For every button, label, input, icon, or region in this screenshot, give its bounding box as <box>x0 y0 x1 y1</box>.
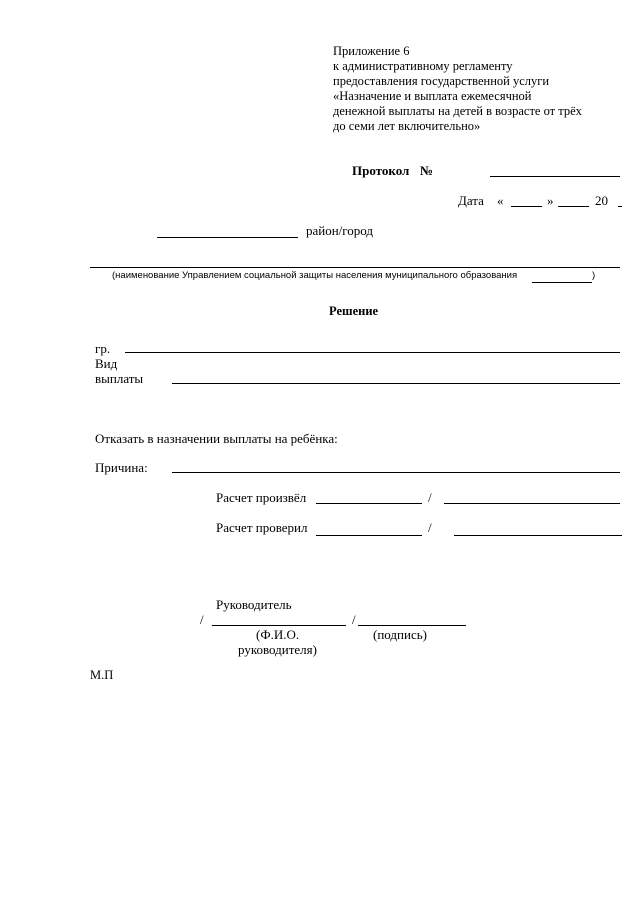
organization-field[interactable] <box>90 267 620 268</box>
head-fio-field[interactable] <box>212 625 346 626</box>
district-label: район/город <box>306 223 374 238</box>
date-close-quote: » <box>547 193 554 208</box>
reason-label: Причина: <box>95 460 148 475</box>
protocol-number-sign: № <box>420 163 434 178</box>
stamp-label: М.П <box>90 668 114 682</box>
head-label: Руководитель <box>216 597 292 612</box>
header-line: Приложение 6 <box>333 44 410 58</box>
calc-checked-slash: / <box>428 520 432 535</box>
date-day-field[interactable] <box>511 206 542 207</box>
reason-field[interactable] <box>172 472 620 473</box>
payment-type-label-1: Вид <box>95 356 118 371</box>
date-month-field[interactable] <box>558 206 589 207</box>
header-line: «Назначение и выплата ежемесячной <box>333 89 532 103</box>
date-year-prefix: 20 <box>595 193 608 208</box>
citizen-label: гр. <box>95 341 111 356</box>
organization-caption-field[interactable] <box>532 282 592 283</box>
protocol-number-field[interactable] <box>490 176 620 177</box>
date-year-field[interactable] <box>618 206 622 207</box>
calc-made-slash: / <box>428 490 432 505</box>
calc-checked-name-field[interactable] <box>454 535 622 536</box>
payment-type-label-2: выплаты <box>95 371 144 386</box>
appendix-header <box>333 44 623 134</box>
sign-caption: (подпись) <box>373 627 427 642</box>
header-line: к административному регламенту <box>333 59 513 73</box>
fio-caption-2: руководителя) <box>238 642 317 657</box>
calc-checked-label: Расчет проверил <box>216 520 308 535</box>
head-sign-field[interactable] <box>358 625 466 626</box>
header-line: до семи лет включительно» <box>333 119 481 133</box>
calc-made-name-field[interactable] <box>444 503 620 504</box>
refuse-text: Отказать в назначении выплаты на ребёнка: <box>95 431 338 446</box>
date-label: Дата <box>458 193 484 208</box>
organization-caption: (наименование Управлением социальной защиты населения муниципального образования <box>112 270 518 281</box>
organization-caption-end: ) <box>592 270 596 281</box>
date-open-quote: « <box>497 193 504 208</box>
calc-made-label: Расчет произвёл <box>216 490 307 505</box>
district-field[interactable] <box>157 237 298 238</box>
fio-caption-1: (Ф.И.О. <box>256 627 300 642</box>
protocol-label: Протокол <box>352 163 410 178</box>
head-slash-right: / <box>352 612 356 627</box>
header-line: предоставления государственной услуги <box>333 74 550 88</box>
header-line: денежной выплаты на детей в возрасте от трёх <box>333 104 582 118</box>
calc-made-sign-field[interactable] <box>316 503 422 504</box>
citizen-field[interactable] <box>125 352 620 353</box>
calc-checked-sign-field[interactable] <box>316 535 422 536</box>
decision-title: Решение <box>329 304 379 318</box>
payment-type-field[interactable] <box>172 383 620 384</box>
head-slash-left: / <box>200 612 204 627</box>
